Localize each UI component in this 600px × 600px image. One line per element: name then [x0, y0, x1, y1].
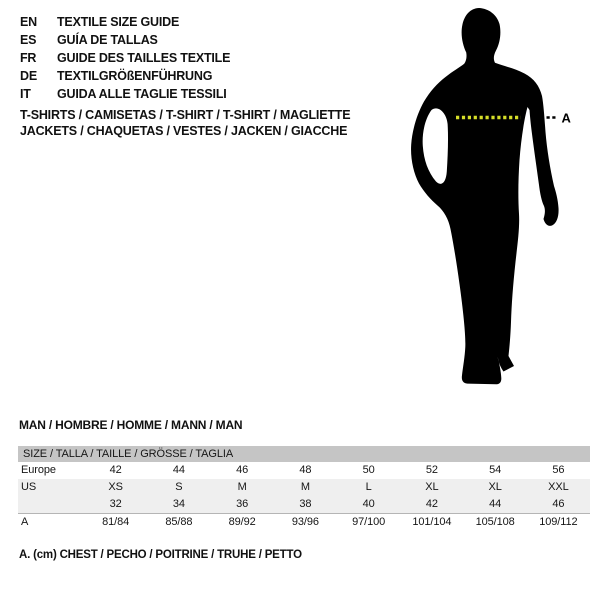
language-row-es: [20, 31, 230, 49]
size-cell: 44: [172, 464, 185, 476]
size-cell: 44: [489, 498, 502, 510]
table-row-us-numeric: [18, 496, 590, 513]
size-cell: XL: [488, 481, 502, 493]
size-cell: S: [175, 481, 183, 493]
category-line-tshirts: T-SHIRTS / CAMISETAS / T-SHIRT / T-SHIRT / MAGLIETTE: [20, 108, 351, 122]
size-table-header: SIZE / TALLA / TAILLE / GRÖSSE / TAGLIA: [18, 446, 590, 462]
language-code: DE: [20, 69, 37, 83]
table-row-us: [18, 479, 590, 496]
language-row-de: [20, 67, 230, 85]
language-code: EN: [20, 15, 37, 29]
size-cell: M: [300, 481, 310, 493]
size-cell: 52: [425, 464, 438, 476]
size-cell: 56: [552, 464, 565, 476]
size-cell: 42: [425, 498, 438, 510]
size-cell: 89/92: [228, 516, 256, 528]
language-row-fr: [20, 49, 230, 67]
size-cell: 109/112: [539, 516, 578, 528]
size-cell: 46: [552, 498, 565, 510]
man-silhouette: [411, 8, 559, 384]
language-code: FR: [20, 51, 37, 65]
table-row-europe: [18, 462, 590, 479]
garment-categories: [20, 108, 350, 139]
size-cell: 85/88: [165, 516, 193, 528]
row-label: A: [21, 516, 29, 528]
size-cell: 81/84: [102, 516, 130, 528]
man-silhouette-graphic: [400, 0, 600, 400]
size-cell: XXL: [548, 481, 569, 493]
measure-label-a: A: [561, 110, 571, 126]
size-cell: 32: [109, 498, 122, 510]
size-cell: 105/108: [475, 516, 515, 528]
category-line-jackets: JACKETS / CHAQUETAS / VESTES / JACKEN / GIACCHE: [20, 123, 348, 138]
man-figure: [400, 0, 600, 400]
size-cell: 48: [299, 464, 312, 476]
language-row-it: [20, 85, 230, 103]
language-title: TEXTILE SIZE GUIDE: [57, 15, 180, 29]
language-title: GUÍA DE TALLAS: [57, 33, 158, 47]
size-cell: 50: [362, 464, 375, 476]
language-row-en: [20, 13, 230, 31]
language-title: TEXTILGRÖßENFÜHRUNG: [57, 69, 213, 83]
size-cell: 38: [299, 498, 312, 510]
table-row-chest-a: [18, 513, 590, 531]
size-cell: 40: [362, 498, 375, 510]
language-title-list: [20, 13, 230, 103]
row-label: Europe: [21, 464, 56, 476]
row-label: [18, 496, 84, 513]
measure-footnote: A. (cm) CHEST / PECHO / POITRINE / TRUHE / PETTO: [19, 549, 302, 561]
size-cell: 36: [236, 498, 249, 510]
size-cell: 54: [489, 464, 502, 476]
size-table: [18, 446, 590, 531]
size-cell: XS: [108, 481, 123, 493]
size-cell: M: [237, 481, 247, 493]
size-cell: L: [365, 481, 372, 493]
language-code: ES: [20, 33, 37, 47]
size-cell: 93/96: [291, 516, 319, 528]
language-title: GUIDA ALLE TAGLIE TESSILI: [57, 87, 227, 101]
size-cell: 46: [236, 464, 249, 476]
size-cell: 97/100: [352, 516, 386, 528]
section-title-man: MAN / HOMBRE / HOMME / MANN / MAN: [19, 418, 243, 432]
size-cell: 34: [172, 498, 185, 510]
row-label: US: [21, 481, 37, 493]
size-cell: 42: [109, 464, 122, 476]
language-code: IT: [20, 87, 31, 101]
language-title: GUIDE DES TAILLES TEXTILE: [57, 51, 231, 65]
size-cell: XL: [425, 481, 439, 493]
size-cell: 101/104: [412, 516, 452, 528]
